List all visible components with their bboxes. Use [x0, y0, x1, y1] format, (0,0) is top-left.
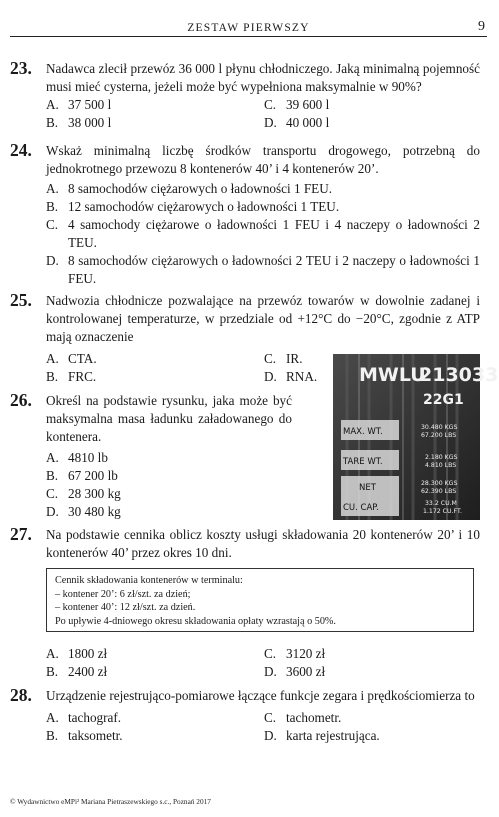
label-net: NET: [359, 483, 376, 493]
answer-options: [46, 449, 292, 521]
question-text: Nadwozia chłodnicze pozwalające na przewóz towarów w dowolnie zadanej i kontrolowanej temperaturze, w przedziale od +12°C do −20°C, zgodnie z ATP mają oznaczenie: [46, 293, 480, 344]
question-text: Nadawca zlecił przewóz 36 000 l płynu chłodniczego. Jaką minimalną pojemność musi mieć cysterna, jeżeli może być wypełniona maksymalnie w 90%?: [46, 61, 480, 94]
question-27: [10, 526, 480, 562]
option-a[interactable]: A. 4810 lb: [46, 450, 108, 465]
question-number: 24.: [10, 140, 32, 160]
answer-options: [46, 180, 480, 288]
question-text: Urządzenie rejestrująco-pomiarowe łączące funkcje zegara i prędkościomierza to: [46, 688, 475, 703]
question-number: 27.: [10, 524, 32, 544]
option-b[interactable]: B. 67 200 lb: [46, 468, 118, 483]
net-kgs: 28.300 KGS: [421, 480, 458, 487]
label-cu-cap: CU. CAP.: [343, 503, 379, 513]
answer-options: A. CTA. B. FRC. C. IR. D. RNA.: [46, 351, 318, 384]
cu-cap-ft: 1.172 CU.FT.: [423, 508, 462, 515]
section-title: ZESTAW PIERWSZY: [187, 22, 310, 34]
price-list-box: [46, 568, 474, 632]
option-d[interactable]: D. 30 480 kg: [46, 504, 121, 519]
cu-cap-m: 33.2 CU.M: [425, 500, 457, 507]
answer-options: A. tachograf. B. taksometr. C. tachometr. D. karta rejestrująca.: [46, 710, 380, 743]
label-max-wt: MAX. WT.: [343, 427, 383, 437]
copyright-footer: © Wydawnictwo eMPi² Mariana Pietraszewskiego s.c., Poznań 2017: [10, 797, 211, 806]
question-27-options: [10, 645, 480, 681]
container-type-code: 22G1: [423, 392, 464, 408]
answer-options: A. 1800 zł B. 2400 zł C. 3120 zł D. 3600 zł: [46, 646, 326, 679]
container-code: MWLU: [359, 364, 426, 386]
label-tare-wt: TARE WT.: [343, 457, 383, 467]
question-24: [10, 142, 480, 288]
container-photo: [333, 354, 499, 520]
option-c[interactable]: C. 4 samochody ciężarowe o ładowności 1 FEU i 4 naczepy o ładowności 2 TEU.: [46, 217, 480, 250]
max-wt-kgs: 30.480 KGS: [421, 424, 458, 431]
question-number: 23.: [10, 58, 32, 78]
question-number: 26.: [10, 390, 32, 410]
price-list-title: Cennik składowania kontenerów w terminalu:: [55, 575, 243, 586]
page-header: [10, 10, 487, 37]
net-lbs: 62.390 LBS: [421, 488, 457, 495]
container-serial: 213033: [419, 364, 499, 386]
price-list-item: – kontener 40’: 12 zł/szt. za dzień.: [55, 602, 196, 613]
question-26: [10, 392, 292, 521]
question-23: [10, 60, 480, 132]
price-list-note: Po upływie 4-dniowego okresu składowania opłaty wzrastają o 50%.: [55, 615, 336, 627]
answer-options: A. 37 500 l B. 38 000 l C. 39 600 l D. 40 000 l: [46, 97, 330, 130]
price-list-item: – kontener 20’: 6 zł/szt. za dzień;: [55, 588, 191, 600]
question-text: Na podstawie cennika oblicz koszty usługi składowania 20 kontenerów 20’ i 10 kontenerów 40’ przez okres 10 dni.: [46, 527, 480, 560]
option-b[interactable]: B. 12 samochodów ciężarowych o ładowności 1 TEU.: [46, 199, 340, 214]
question-number: 28.: [10, 685, 32, 705]
question-text: Wskaż minimalną liczbę środków transportu drogowego, potrzebną do jednokrotnego przewozu 8 kontenerów 40’ i 4 kontenerów 20’.: [46, 143, 480, 176]
tare-wt-kgs: 2.180 KGS: [425, 454, 458, 461]
question-text: Określ na podstawie rysunku, jaka może być maksymalna masa ładunku załadowanego do kontenera.: [46, 393, 292, 444]
page-number: 9: [478, 19, 485, 34]
max-wt-lbs: 67.200 LBS: [421, 432, 457, 439]
option-d[interactable]: D. 8 samochodów ciężarowych o ładowności 2 TEU i 2 naczepy o ładowności 1 FEU.: [46, 253, 480, 286]
option-a[interactable]: A. 8 samochodów ciężarowych o ładowności 1 FEU.: [46, 181, 333, 196]
tare-wt-lbs: 4.810 LBS: [425, 462, 457, 469]
question-number: 25.: [10, 290, 32, 310]
option-c[interactable]: C. 28 300 kg: [46, 486, 121, 501]
question-28: [10, 687, 480, 745]
